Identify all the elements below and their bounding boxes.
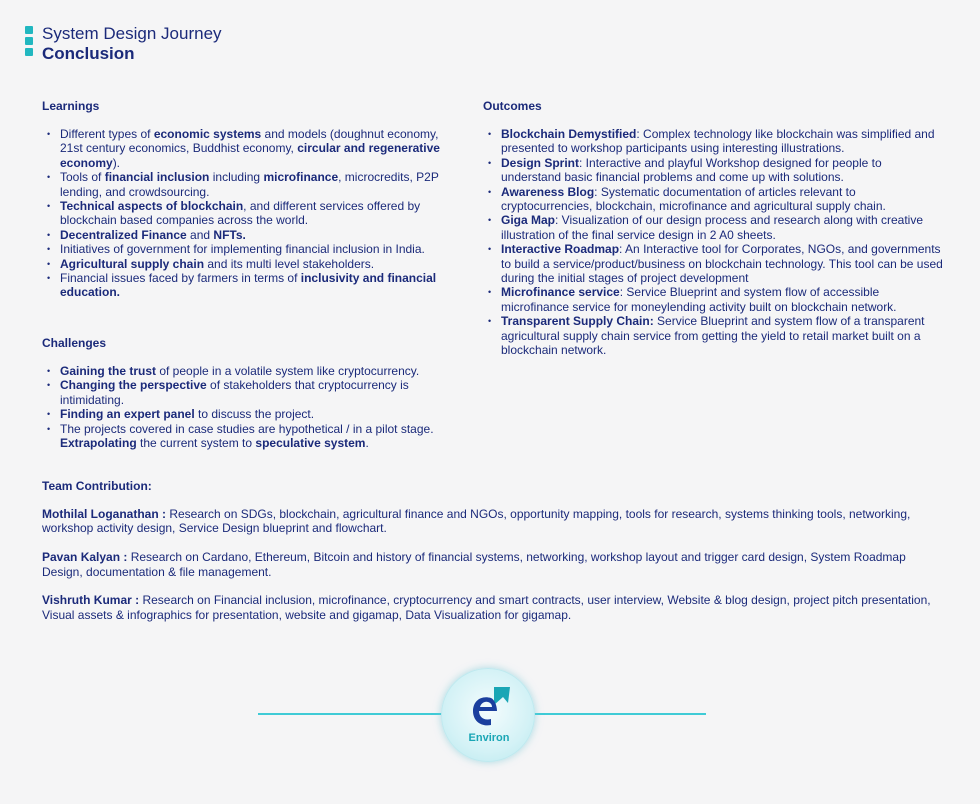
emphasis-text: speculative system [255,436,366,451]
body-text: ). [112,155,121,170]
list-item [42,199,452,228]
body-text: including [209,170,264,185]
body-text: Initiatives of government for implementing financial inclusion in India. [60,242,425,257]
emphasis-text: Extrapolating [60,436,137,451]
emphasis-text: Transparent Supply Chain: [501,314,654,329]
challenges-list [42,364,457,450]
list-item [42,228,452,242]
page-kicker: System Design Journey [42,24,222,43]
emphasis-text: Microfinance service [501,285,620,300]
body-text: : An Interactive tool for Corporates, NGOs, and governments to build a service/product/business on blockchain technology. This tool can be used during the initial stages of project development [501,242,943,286]
body-text: Different types of [60,127,154,141]
emphasis-text: NFTs. [213,227,246,242]
outcomes-heading: Outcomes [483,99,542,113]
body-text: of stakeholders that cryptocurrency is intimidating. [60,378,409,407]
list-item [42,422,457,451]
emphasis-text: Decentralized Finance [60,227,187,242]
body-text: Financial issues faced by farmers in terms of [60,271,301,286]
list-item [483,314,945,357]
list-item [42,364,457,378]
outcomes-list [483,127,945,358]
list-item [42,407,457,421]
body-text: : Systematic documentation of articles relevant to cryptocurrencies, blockchain, microfinance and agricultural supply chain. [501,184,886,214]
body-text: : Interactive and playful Workshop designed for people to understand basic financial problems and come up with solutions. [501,155,882,185]
header [25,24,222,64]
header-accent-bars [25,26,33,59]
member-name: Mothilal Loganathan : [42,507,166,521]
list-item [42,257,452,271]
learnings-list [42,127,452,300]
emphasis-text: circular and regenerative economy [60,141,440,170]
list-item [42,242,452,256]
body-text: and its multi level stakeholders. [204,256,375,271]
emphasis-text: Interactive Roadmap [501,242,620,257]
member-name: Pavan Kalyan : [42,550,128,565]
list-item [42,271,452,300]
list-item [483,185,945,214]
learnings-heading: Learnings [42,99,100,113]
body-text: and [186,227,214,242]
list-item [483,156,945,185]
list-item [42,378,457,407]
emphasis-text: economic systems [153,127,262,141]
list-item [42,127,452,170]
team-member [42,550,942,579]
body-text: , and different services offered by blockchain based companies across the world. [60,199,421,228]
body-text: . [365,436,369,451]
emphasis-text: Agricultural supply chain [60,256,205,271]
body-text: Tools of [60,170,105,185]
emphasis-text: microfinance [263,170,339,185]
body-text: , microcredits, P2P lending, and crowdsourcing. [60,170,439,199]
member-contribution: Research on SDGs, blockchain, agricultural finance and NGOs, opportunity mapping, tools for research, systems thinking tools, networking, workshop activity design, Service Design blueprint and flowchart. [42,507,911,536]
body-text: : Service Blueprint and system flow of accessible microfinance service for moneylending activity built on blockchain network. [501,285,897,314]
challenges-heading: Challenges [42,336,107,350]
list-item [42,170,452,199]
body-text: : Visualization of our design process and research along with creative illustration of the final service design in 2 A0 sheets. [501,213,924,242]
body-text: of people in a volatile system like cryptocurrency. [156,364,420,378]
member-contribution: Research on Cardano, Ethereum, Bitcoin and history of financial systems, networking, workshop layout and trigger card design, System Roadmap Design, documentation & file management. [42,550,906,579]
emphasis-text: inclusivity and financial education. [60,271,437,300]
emphasis-text: Gaining the trust [60,364,156,378]
emphasis-text: financial inclusion [104,170,210,185]
list-item [483,285,945,314]
emphasis-text: Finding an expert panel [60,407,195,422]
page-title: Conclusion [42,44,135,63]
emphasis-text: Giga Map [501,213,556,228]
team-heading: Team Contribution: [42,479,152,493]
emphasis-text: Awareness Blog [501,184,595,199]
list-item [483,213,945,242]
emphasis-text: Changing the perspective [60,378,207,393]
member-name: Vishruth Kumar : [42,593,140,608]
emphasis-text: Blockchain Demystified [501,127,637,141]
logo-text: Environ [468,732,510,744]
team-member [42,507,942,536]
body-text: Service Blueprint and system flow of a transparent agricultural supply chain service from getting the yield to retail market built on a blockchain network. [501,314,925,358]
body-text: the current system to [136,436,256,451]
team-contributions [42,507,942,637]
environ-logo-icon [464,683,514,733]
list-item [483,127,945,156]
emphasis-text: Design Sprint [501,155,580,170]
body-text: : Complex technology like blockchain was simplified and presented to workshop participants using interesting illustrations. [501,127,935,156]
body-text: and models (doughnut economy, 21st century economics, Buddhist economy, [60,127,439,156]
member-contribution: Research on Financial inclusion, microfinance, cryptocurrency and smart contracts, user interview, Website & blog design, project pitch presentation, Visual assets & infographics for presentation, website and gigamap, Data Visualization for gigamap. [42,593,931,622]
list-item [483,242,945,285]
body-text: to discuss the project. [194,407,315,422]
body-text: The projects covered in case studies are hypothetical / in a pilot stage. [60,421,434,436]
team-member [42,593,942,622]
emphasis-text: Technical aspects of blockchain [60,199,244,214]
environ-logo[interactable] [441,668,535,762]
